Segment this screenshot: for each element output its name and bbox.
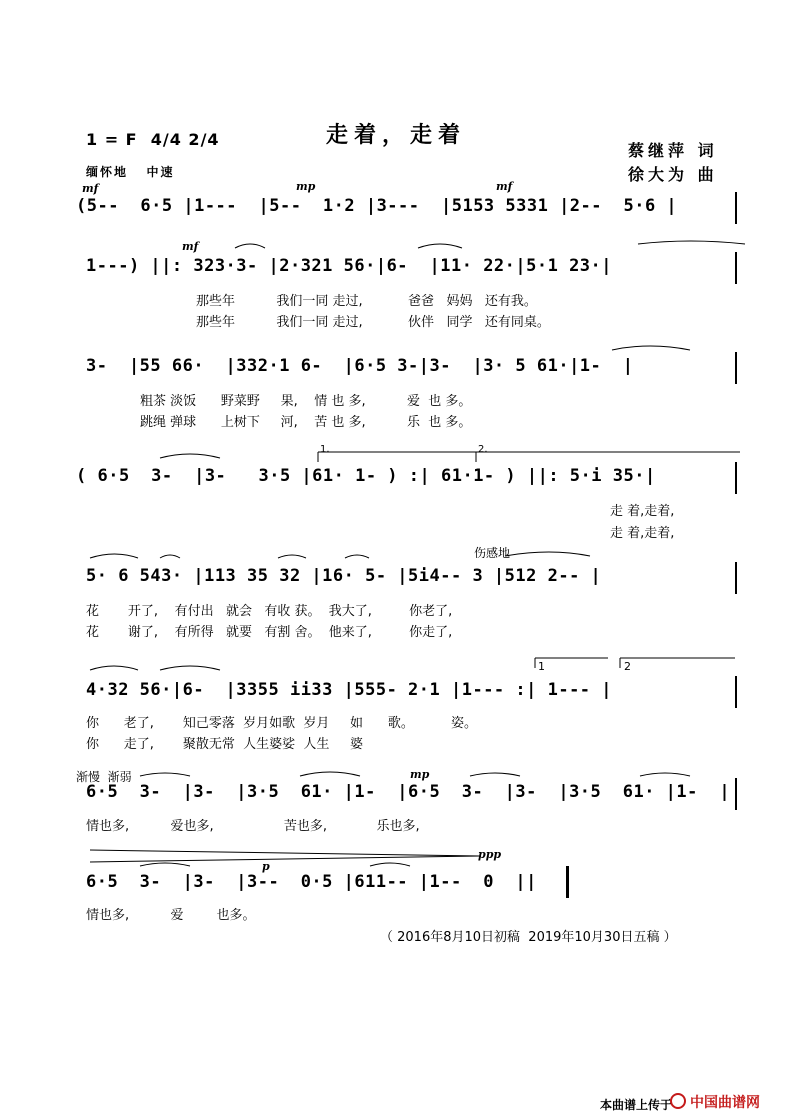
volta-2-label: 2	[624, 660, 631, 673]
site-logo: 中国曲谱网	[690, 1095, 760, 1111]
notation-row: 3- |55 66· |332·1 6- |6·5 3-|3- |3· 5 61·|1- |	[86, 356, 634, 376]
lyric-line: 花 开了, 有付出 就会 有收 获。 我大了, 你老了,	[86, 604, 453, 619]
notation-row: 6·5 3- |3- |3-- 0·5 |611-- |1-- 0 ||	[86, 872, 537, 892]
dynamic-mf: mf	[496, 180, 513, 193]
lyric-line: 那些年 我们一同 走过, 爸爸 妈妈 还有我。	[196, 294, 537, 309]
lyric-line: 情也多, 爱也多, 苦也多, 乐也多,	[86, 819, 420, 834]
slur	[278, 555, 306, 558]
notation-row: 4·32 56·|6- |3355 ii33 |555- 2·1 |1--- :| 1--- |	[86, 680, 613, 700]
lyric-line: 粗茶 淡饭 野菜野 果, 情 也 多, 爱 也 多。	[140, 394, 472, 409]
bar-line	[735, 192, 737, 224]
slowing-mark: 渐慢 渐弱	[76, 770, 132, 784]
lyricist-credit: 蔡继萍 词	[628, 141, 718, 160]
dynamic-ppp: ppp	[478, 848, 502, 861]
diminuendo-line	[90, 856, 480, 862]
dynamic-mp: mp	[410, 768, 430, 781]
dynamic-p: p	[262, 860, 270, 873]
slur	[90, 666, 138, 670]
bar-line	[735, 352, 737, 384]
slur	[160, 555, 180, 558]
slur	[418, 244, 462, 248]
slur	[160, 666, 220, 670]
key-signature: 1 = F 4/4 2/4	[86, 130, 220, 149]
slur	[370, 863, 410, 866]
volta-1-label: 1.	[320, 444, 330, 455]
lyric-line: 走 着,走着,	[610, 526, 675, 541]
lyric-line: 那些年 我们一同 走过, 伙伴 同学 还有同桌。	[196, 315, 550, 330]
bar-line	[735, 676, 737, 708]
upload-text: 本曲谱上传于	[600, 1098, 673, 1112]
lyric-line: 你 老了, 知己零落 岁月如歌 岁月 如 歌。 姿。	[86, 716, 478, 731]
lyric-line: 情也多, 爱 也多。	[86, 908, 256, 923]
slur	[90, 554, 138, 558]
notation-row: (5-- 6·5 |1--- |5-- 1·2 |3--- |5153 5331 |2-- 5·6 |	[76, 196, 678, 216]
bar-line	[735, 252, 737, 284]
slur	[140, 863, 190, 866]
slur	[140, 773, 190, 776]
volta-1-label: 1	[538, 660, 545, 673]
slur	[612, 346, 690, 350]
notation-row: 6·5 3- |3- |3·5 61· |1- |6·5 3- |3- |3·5 61· |1- |	[86, 782, 731, 802]
dynamic-mp: mp	[296, 180, 316, 193]
notation-row: 1---) ||: 323·3- |2·321 56·|6- |11· 22·|5·1 23·|	[86, 256, 613, 276]
composer-credit: 徐大为 曲	[628, 165, 718, 184]
lyric-line: 花 谢了, 有所得 就要 有割 舍。 他来了, 你走了,	[86, 625, 453, 640]
volta-2-label: 2.	[478, 444, 488, 455]
slur	[638, 241, 745, 244]
slur	[160, 454, 220, 458]
bar-line	[735, 562, 737, 594]
slur	[505, 552, 590, 556]
slur	[640, 773, 690, 776]
song-title: 走着，走着	[326, 123, 467, 148]
bar-line	[735, 462, 737, 494]
bar-line	[735, 778, 737, 810]
dynamic-mf: mf	[82, 182, 99, 195]
slur	[300, 772, 360, 776]
lyric-line: 你 走了, 聚散无常 人生婆娑 人生 婆	[86, 737, 364, 752]
lyric-line: 走 着,走着,	[610, 504, 675, 519]
tender-mark: 伤感地	[474, 546, 511, 560]
expression-mark: 缅怀地 中速	[86, 165, 175, 179]
notation-row: 5· 6 543· |113 35 32 |16· 5- |5i4-- 3 |512 2-- |	[86, 566, 602, 586]
diminuendo-line	[90, 850, 480, 856]
notation-row: ( 6·5 3- |3- 3·5 |61· 1- ) :| 61·1- ) ||: 5·i 35·|	[76, 466, 656, 486]
lyric-line: 跳绳 弹球 上树下 河, 苦 也 多, 乐 也 多。	[140, 415, 472, 430]
slur	[235, 244, 265, 248]
date-note: （ 2016年8月10日初稿 2019年10月30日五稿 ）	[380, 930, 677, 945]
dynamic-mf: mf	[182, 240, 199, 253]
final-bar	[566, 866, 569, 898]
slur	[345, 555, 369, 558]
slur	[470, 773, 520, 776]
